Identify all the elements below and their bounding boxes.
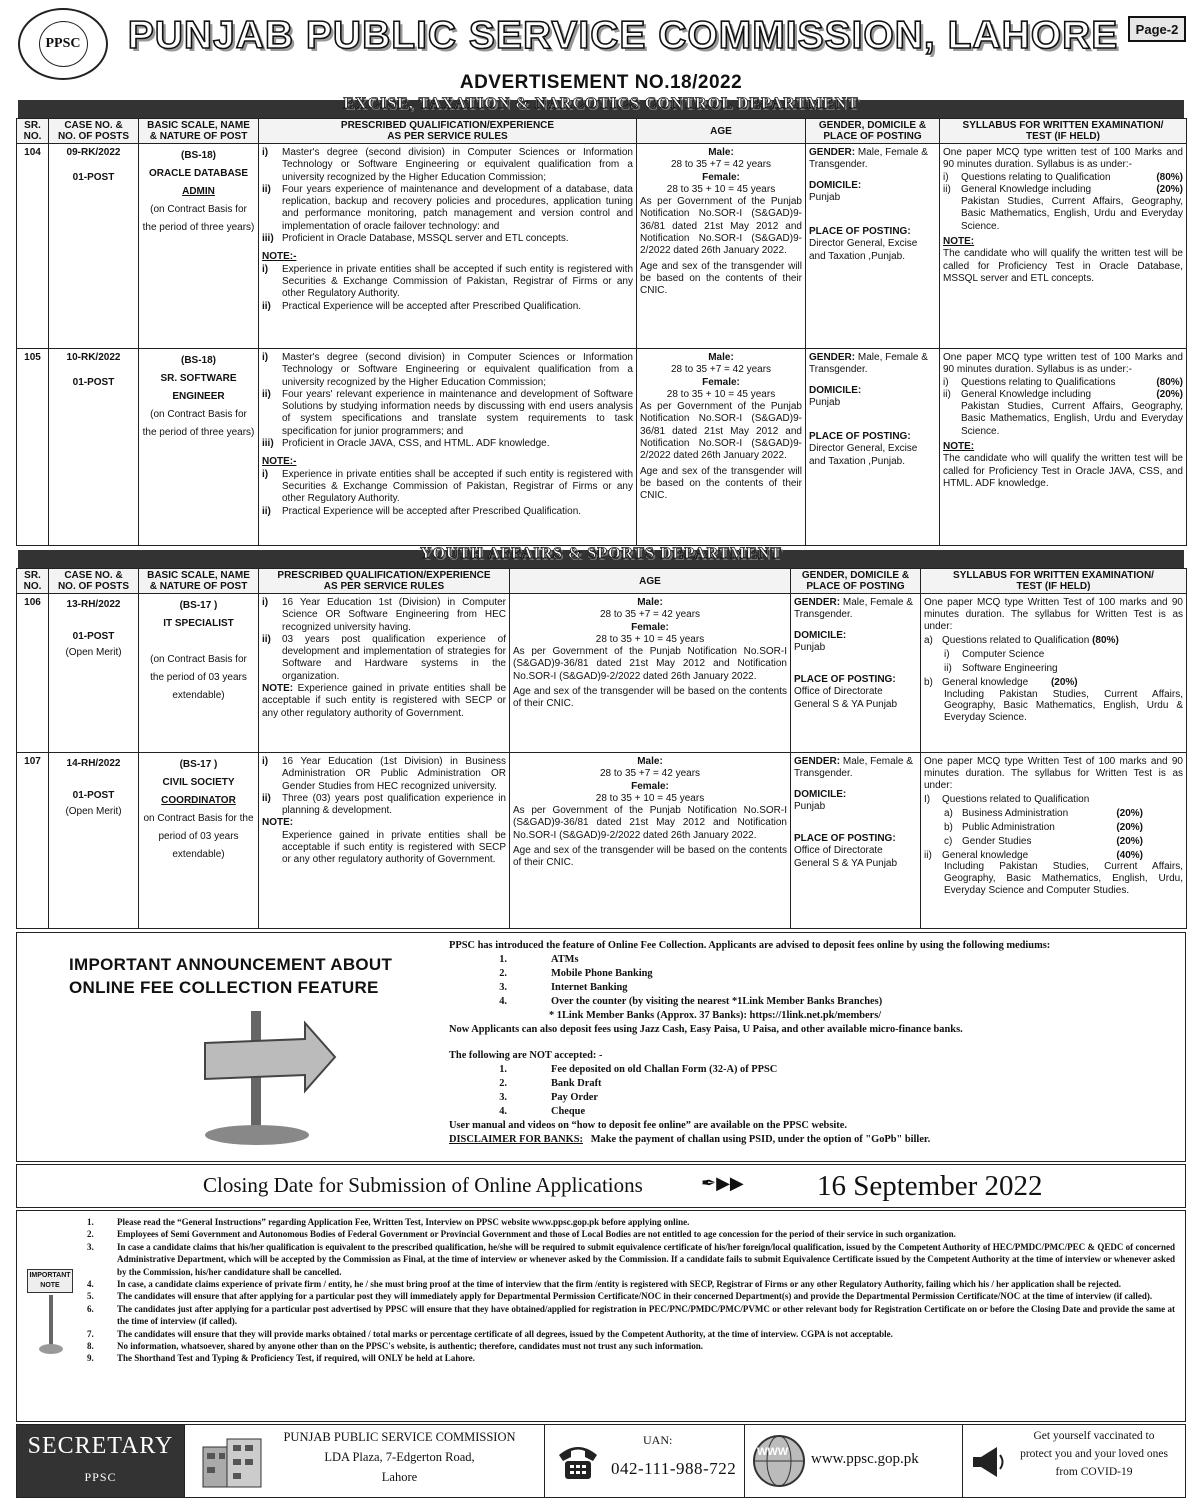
- note-item: 4. In case, a candidate claims experience of private firm / entity, he / she must bring proof at the time of interview that the firm /entity is registered with SECP, Registrar of Firms or any other Regulatory Authority, failing which his / her application shall be rejected.: [87, 1279, 1121, 1290]
- footer: [16, 1424, 1186, 1498]
- note-item: 8. No information, whatsoever, shared by anyone other than on the PPSC's website, is authentic; therefore, candidates must not trust any such information.: [87, 1341, 704, 1352]
- signpost-icon: [39, 1295, 63, 1355]
- age-cell: Male: 28 to 35 +7 = 42 years Female: 28 to 35 + 10 = 45 years As per Government of the Punjab Notification No.SOR-I (S&GAD)9-36/81 dated 21st May 2012 and Notification No.SOR-I (S&GAD)9-2/2022 dated 26th January 2022. Age and sex of the transgender will be based on the contents of their CNIC.: [510, 753, 791, 929]
- address-block: PUNJAB PUBLIC SERVICE COMMISSION LDA Plaza, 7-Edgerton Road, Lahore: [185, 1425, 545, 1497]
- gender-cell: GENDER: Male, Female & Transgender. DOMICILE: Punjab PLACE OF POSTING: Office of Directorate General S & YA Punjab: [791, 594, 921, 753]
- youth-posts-table: [16, 568, 1187, 929]
- closing-date-label: Closing Date for Submission of Online Applications: [203, 1173, 643, 1197]
- case-cell: 10-RK/2022 01-POST: [49, 349, 139, 546]
- dept-title: YOUTH AFFAIRS & SPORTS DEPARTMENT: [420, 545, 782, 562]
- sr-cell: 106: [17, 594, 49, 753]
- case-cell: 14-RH/2022 01-POST (Open Merit): [49, 753, 139, 929]
- syllabus-cell: One paper MCQ type written test of 100 Marks and 90 minutes duration. Syllabus is as under:- i) Questions relating to Qualification (80%) ii) General Knowledge including (20%) Pakistan Studies, Current Affairs, Geography, Basic Mathematics, English, Urdu and Everyday Science. NOTE: The candidate who will qualify the written test will be called for Proficiency Test in Oracle Database, MSSQL server and ETL concepts.: [940, 144, 1187, 349]
- dept-title: EXCISE, TAXATION & NARCOTICS CONTROL DEPARTMENT: [343, 95, 859, 112]
- general-notes: [16, 1210, 1186, 1422]
- qualification-cell: i) Master's degree (second division) in Computer Sciences or Information Technology or Software Engineering or equivalent qualification from a university recognized by the Higher Education Commission; ii) Four years experience of maintenance and development of a database, data replication, backup and recovery policies and procedures, application tuning and performance monitoring, patch management and version control and implementation of oracle failover technology: and iii) Proficient in Oracle Database, MSSQL server and ETL concepts. NOTE:- i) Experience in private entities shall be accepted if such entity is registered with Securities & Exchange Commission of Pakistan, Registrar of Firms or any other Regulatory Authority. ii) Practical Experience will be accepted after Prescribed Qualification.: [259, 144, 637, 349]
- table-row: [17, 594, 1187, 753]
- online-fee-announcement: [16, 932, 1186, 1162]
- logo-text: PPSC: [39, 21, 88, 67]
- secretary-block: SECRETARY PPSC: [17, 1425, 185, 1497]
- table-row: [17, 753, 1187, 929]
- website-block: WWW www.ppsc.gop.pk: [745, 1425, 963, 1497]
- telephone-icon: [555, 1439, 601, 1483]
- col-scale: BASIC SCALE, NAME & NATURE OF POST: [139, 119, 259, 144]
- table-header-row: [17, 569, 1187, 594]
- syllabus-cell: One paper MCQ type written test of 100 Marks and 90 minutes duration. Syllabus is as under:- i) Questions relating to Qualifications (80%) ii) General Knowledge including (20%) Pakistan Studies, Current Affairs, Geography, Basic Mathematics, English, Urdu and Everyday Science. NOTE: The candidate who will qualify the written test will be called for Proficiency Test in Oracle JAVA, CSS, and HTML. ADF knowledge.: [940, 349, 1187, 546]
- announcement-body: PPSC has introduced the feature of Online Fee Collection. Applicants are advised to deposit fees online by using the following mediums: 1. ATMs 2. Mobile Phone Banking 3. Internet Banking 4. Over the counter (by visiting the nearest *1Link Member Banks Branches) * 1Link Member Banks (Approx. 37 Banks): https://1link.net.pk/members/ Now Applicants can also deposit fees using Jazz Cash, Easy Paisa, U Paisa, and other available micro-finance banks. The following are NOT accepted: - 1. Fee deposited on old Challan Form (32-A) of PPSC 2. Bank Draft 3. Pay Order 4. Cheque User manual and videos on “how to deposit fee online” are available on the PPSC website. DISCLAIMER FOR BANKS: Make the payment of challan using PSID, under the option of "GoPb" biller.: [449, 940, 1051, 1145]
- qualification-cell: i) 16 Year Education (1st Division) in Business Administration OR Public Administration OR Gender Studies from HEC recognized university. ii) Three (03) years post qualification experience in planning & development. NOTE: Experience gained in private entities shall be acceptable if such entity is registered with SECP or any other regulatory authority of Government.: [259, 753, 510, 929]
- excise-posts-table: [16, 118, 1187, 546]
- ppsc-logo: [18, 8, 108, 80]
- col-gender: GENDER, DOMICILE & PLACE OF POSTING: [806, 119, 940, 144]
- col-case: CASE NO. & NO. OF POSTS: [49, 119, 139, 144]
- sr-cell: 104: [17, 144, 49, 349]
- building-icon: [197, 1435, 267, 1489]
- masthead-title: PUNJAB PUBLIC SERVICE COMMISSION, LAHORE: [127, 14, 1119, 57]
- post-cell: (BS-18) SR. SOFTWARE ENGINEER (on Contract Basis for the period of three years): [139, 349, 259, 546]
- pen-icon: ✒▶▶: [701, 1173, 744, 1194]
- age-cell: Male: 28 to 35 +7 = 42 years Female: 28 to 35 + 10 = 45 years As per Government of the Punjab Notification No.SOR-I (S&GAD)9-36/81 dated 21st May 2012 and Notification No.SOR-I (S&GAD)9-2/2022 dated 26th January 2022. Age and sex of the transgender will be based on the contents of their CNIC.: [637, 349, 806, 546]
- note-item: 1. Please read the “General Instructions” regarding Application Fee, Written Test, Interview on PPSC website www.ppsc.gop.pk before applying online.: [87, 1217, 690, 1227]
- signpost-arrow-icon: [187, 1003, 337, 1153]
- page-number: Page-2: [1128, 16, 1186, 42]
- sr-cell: 105: [17, 349, 49, 546]
- col-syllabus: SYLLABUS FOR WRITTEN EXAMINATION/ TEST (IF HELD): [921, 569, 1187, 594]
- vaccination-block: Get yourself vaccinated to protect you and your loved ones from COVID-19: [963, 1425, 1185, 1497]
- col-age: AGE: [637, 119, 806, 144]
- important-note-sign: IMPORTANT NOTE: [27, 1269, 73, 1293]
- col-case: CASE NO. & NO. OF POSTS: [49, 569, 139, 594]
- note-item: 9. The Shorthand Test and Typing & Proficiency Test, if required, will ONLY be held at Lahore.: [87, 1353, 475, 1364]
- case-cell: 13-RH/2022 01-POST (Open Merit): [49, 594, 139, 753]
- col-qualification: PRESCRIBED QUALIFICATION/EXPERIENCE AS PER SERVICE RULES: [259, 119, 637, 144]
- col-syllabus: SYLLABUS FOR WRITTEN EXAMINATION/ TEST (IF HELD): [940, 119, 1187, 144]
- col-sr: SR. NO.: [17, 569, 49, 594]
- post-cell: (BS-17 ) IT SPECIALIST (on Contract Basis for the period of 03 years extendable): [139, 594, 259, 753]
- gender-cell: GENDER: Male, Female & Transgender. DOMICILE: Punjab PLACE OF POSTING: Director General, Excise and Taxation ,Punjab.: [806, 144, 940, 349]
- col-scale: BASIC SCALE, NAME & NATURE OF POST: [139, 569, 259, 594]
- dept-banner-excise: [18, 95, 1184, 118]
- advertisement-number: ADVERTISEMENT NO.18/2022: [459, 72, 743, 93]
- case-cell: 09-RK/2022 01-POST: [49, 144, 139, 349]
- qualification-cell: i) Master's degree (second division) in Computer Sciences or Information Technology or Software Engineering or equivalent qualification from a university recognized by the Higher Education Commission; ii) Four years' relevant experience in maintenance and development of Software Solutions by studying information needs by discussing with end users analysis of system specifications and translate system requirements to task specification for junior programmers; and iii) Proficient in Oracle JAVA, CSS, and HTML. ADF knowledge. NOTE:- i) Experience in private entities shall be accepted if such entity is registered with Securities & Exchange Commission of Pakistan, Registrar of Firms or any other Regulatory Authority. ii) Practical Experience will be accepted after Prescribed Qualification.: [259, 349, 637, 546]
- gender-cell: GENDER: Male, Female & Transgender. DOMICILE: Punjab PLACE OF POSTING: Office of Directorate General S & YA Punjab: [791, 753, 921, 929]
- qualification-cell: i) 16 Year Education 1st (Division) in Computer Science OR Software Engineering from HEC recognized university having. ii) 03 years post qualification experience of development and implementation of strategies for Software and Hardware systems in the organization. NOTE: Experience gained in private entities shall be acceptable if such entity is registered with SECP or any other regulatory authority of Government.: [259, 594, 510, 753]
- header: [16, 8, 1186, 100]
- uan-block: UAN: 042-111-988-722: [545, 1425, 745, 1497]
- gender-cell: GENDER: Male, Female & Transgender. DOMICILE: Punjab PLACE OF POSTING: Director General, Excise and Taxation ,Punjab.: [806, 349, 940, 546]
- table-header-row: [17, 119, 1187, 144]
- closing-date: 16 September 2022: [817, 1170, 1043, 1202]
- dept-banner-youth: [18, 545, 1184, 568]
- note-item: 6. The candidates just after applying for a particular post advertised by PPSC will ensure that they have obtained/applied for registration in PEC/PNC/PMDC/PMC/PVMC or other relevant body for Registration Certificate on or before the Closing Date and provide the same at the time of interview (if called).: [87, 1303, 1175, 1327]
- post-cell: (BS-17 ) CIVIL SOCIETY COORDINATOR on Contract Basis for the period of 03 years extendable): [139, 753, 259, 929]
- age-cell: Male: 28 to 35 +7 = 42 years Female: 28 to 35 + 10 = 45 years As per Government of the Punjab Notification No.SOR-I (S&GAD)9-36/81 dated 21st May 2012 and Notification No.SOR-I (S&GAD)9-2/2022 dated 26th January 2022. Age and sex of the transgender will be based on the contents of their CNIC.: [637, 144, 806, 349]
- sr-cell: 107: [17, 753, 49, 929]
- announcement-heading: IMPORTANT ANNOUNCEMENT ABOUT ONLINE FEE COLLECTION FEATURE: [69, 955, 393, 997]
- col-gender: GENDER, DOMICILE & PLACE OF POSTING: [791, 569, 921, 594]
- syllabus-cell: One paper MCQ type Written Test of 100 marks and 90 minutes duration. The syllabus for Written Test is as under: I) Questions related to Qualification a) Business Administration (20%) b) Public Administration (20%) c) Gender Studies (20%) ii) General knowledge (40%) Including Pakistan Studies, Current Affairs, Geography, Basic Mathematics, English, Urdu, Everyday Science and Computer Studies.: [921, 753, 1187, 929]
- megaphone-icon: [969, 1443, 1007, 1481]
- col-sr: SR. NO.: [17, 119, 49, 144]
- age-cell: Male: 28 to 35 +7 = 42 years Female: 28 to 35 + 10 = 45 years As per Government of the Punjab Notification No.SOR-I (S&GAD)9-36/81 dated 21st May 2012 and Notification No.SOR-I (S&GAD)9-2/2022 dated 26th January 2022. Age and sex of the transgender will be based on the contents of their CNIC.: [510, 594, 791, 753]
- note-item: 2. Employees of Semi Government and Autonomous Bodies of Federal Government or Provincial Government and those of Local Bodies are not entitled to age concession for the period of their service in such organization.: [87, 1229, 956, 1240]
- globe-label: WWW: [757, 1446, 789, 1458]
- note-item: 7. The candidates will ensure that they will provide marks obtained / total marks or percentage certificate of all degrees, issued by the Competent Authority, at the time of interview. CGPA is not acceptable.: [87, 1328, 893, 1339]
- table-row: [17, 144, 1187, 349]
- note-item: 3. In case a candidate claims that his/her qualification is equivalent to the prescribed qualification, he/she will be required to submit equivalence certificate of his/her foreign/local qualification, issued by the Competent Authority of HEC/PMDC/PMC/PEC & QEDC of concerned Administrative Department, which will be accepted by the Commission as Final, at the time of interview or whenever asked by the Commission. If a candidate fails to submit Equivalence Certificate issued by the Competent Authority at the time of interview or whenever asked by the Commission, his/her candidature shall be cancelled.: [87, 1241, 1175, 1277]
- post-cell: (BS-18) ORACLE DATABASE ADMIN (on Contract Basis for the period of three years): [139, 144, 259, 349]
- table-row: [17, 349, 1187, 546]
- col-qualification: PRESCRIBED QUALIFICATION/EXPERIENCE AS PER SERVICE RULES: [259, 569, 510, 594]
- col-age: AGE: [510, 569, 791, 594]
- syllabus-cell: One paper MCQ type Written Test of 100 marks and 90 minutes duration. The syllabus for Written Test is as under: a) Questions related to Qualification (80%) i) Computer Science ii) Software Engineering b) General knowledge (20%) Including Pakistan Studies, Current Affairs, Geography, Basic Mathematics, English, Urdu & Everyday Science.: [921, 594, 1187, 753]
- note-item: 5. The candidates will ensure that after applying for a particular post they will immediately apply for Departmental Permission Certificate/NOC in their concerned Department(s) and provide the Departmental Permission Certificate/NOC at the time of interview (if called).: [87, 1291, 1153, 1302]
- globe-icon: [751, 1433, 807, 1489]
- closing-date-banner: [16, 1164, 1186, 1208]
